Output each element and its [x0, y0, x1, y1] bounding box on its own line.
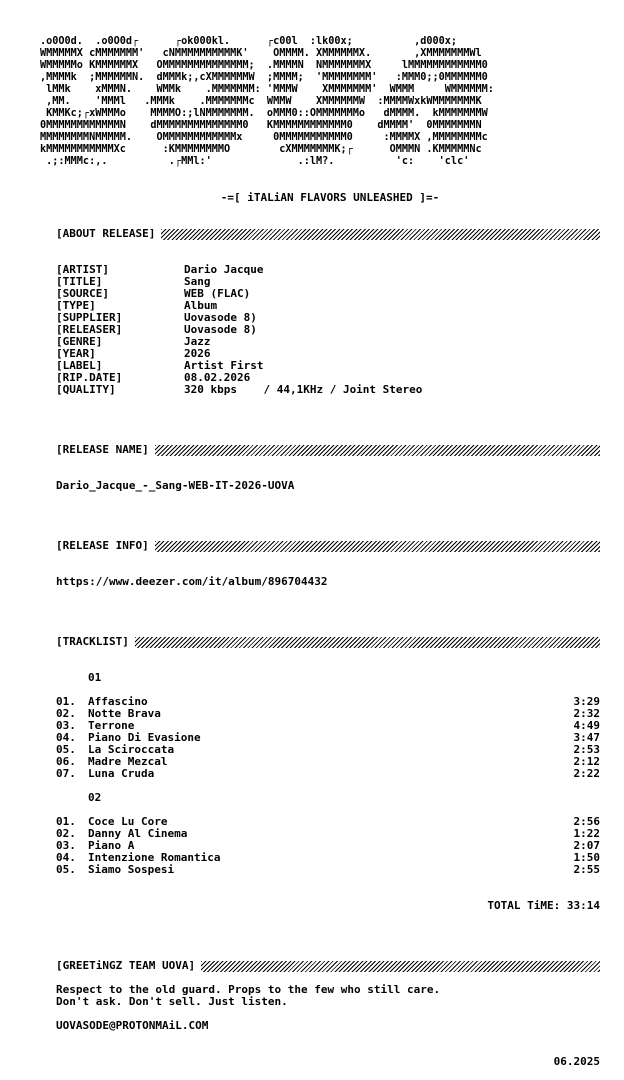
field-value: WEB (FLAC)	[184, 287, 251, 300]
field-value: Dario Jacque	[184, 263, 264, 276]
greetings-line: Respect to the old guard. Props to the few who still care.	[56, 983, 441, 996]
field-value: Jazz	[184, 335, 211, 348]
track-number: 02.	[56, 707, 76, 720]
greetings-line: Don't ask. Don't sell. Just listen.	[56, 995, 288, 1008]
field-key: [RELEASER]	[56, 323, 123, 336]
release-date-footer: 06.2025	[553, 1055, 600, 1068]
field-value: Artist First	[184, 359, 264, 372]
disc-label: 02	[88, 791, 102, 804]
field-value: 320 kbps / 44,1KHz / Joint Stereo	[184, 383, 423, 396]
field-value: Album	[184, 299, 218, 312]
track-duration: 2:32	[573, 707, 600, 720]
track-number: 02.	[56, 827, 76, 840]
track-duration: 1:22	[573, 827, 600, 840]
release-name-value: Dario_Jacque_-_Sang-WEB-IT-2026-UOVA	[56, 479, 295, 492]
section-title: [ABOUT RELEASE]	[56, 227, 156, 240]
track-title: Danny Al Cinema	[88, 827, 188, 840]
field-value: Uovasode 8)	[184, 311, 257, 324]
track-duration: 3:29	[573, 695, 600, 708]
hatch-divider	[155, 445, 600, 456]
field-key: [RIP.DATE]	[56, 371, 123, 384]
release-info-url: https://www.deezer.com/it/album/896704432	[56, 575, 328, 588]
track-number: 01.	[56, 695, 76, 708]
release-name-header	[56, 444, 600, 456]
track-number: 01.	[56, 815, 76, 828]
track-duration: 2:55	[573, 863, 600, 876]
track-duration: 1:50	[573, 851, 600, 864]
track-number: 07.	[56, 767, 76, 780]
track-title: Luna Cruda	[88, 767, 155, 780]
total-time	[487, 900, 600, 912]
field-value: 08.02.2026	[184, 371, 251, 384]
track-title: Terrone	[88, 719, 135, 732]
field-key: [TITLE]	[56, 275, 103, 288]
track-number: 04.	[56, 851, 76, 864]
field-key: [LABEL]	[56, 359, 103, 372]
section-title: [RELEASE NAME]	[56, 443, 149, 456]
track-duration: 2:56	[573, 815, 600, 828]
track-title: Affascino	[88, 695, 148, 708]
tagline: -=[ iTALiAN FLAVORS UNLEASHED ]=-	[220, 191, 440, 204]
track-title: Notte Brava	[88, 707, 161, 720]
field-key: [ARTIST]	[56, 263, 109, 276]
hatch-divider	[201, 961, 600, 972]
track-duration: 2:12	[573, 755, 600, 768]
track-row	[56, 768, 600, 780]
track-row	[56, 864, 600, 876]
field-value: Uovasode 8)	[184, 323, 257, 336]
track-duration: 2:53	[573, 743, 600, 756]
field-key: [QUALITY]	[56, 383, 116, 396]
field-key: [SUPPLIER]	[56, 311, 123, 324]
disc-label: 01	[88, 671, 102, 684]
track-title: Siamo Sospesi	[88, 863, 175, 876]
contact-email: UOVASODE@PROTONMAiL.COM	[56, 1019, 209, 1032]
greetings-header	[56, 960, 600, 972]
track-number: 03.	[56, 839, 76, 852]
total-time-value: 33:14	[566, 899, 600, 912]
track-title: La Sciroccata	[88, 743, 175, 756]
track-title: Piano Di Evasione	[88, 731, 201, 744]
track-duration: 2:07	[573, 839, 600, 852]
field-value: Sang	[184, 275, 211, 288]
track-title: Madre Mezcal	[88, 755, 168, 768]
track-duration: 2:22	[573, 767, 600, 780]
total-time-label: TOTAL TiME:	[487, 899, 561, 912]
track-number: 06.	[56, 755, 76, 768]
section-title: [GREETiNGZ TEAM UOVA]	[56, 959, 196, 972]
hatch-divider	[161, 229, 600, 240]
about-release-header	[56, 228, 600, 240]
section-title: [TRACKLIST]	[56, 635, 129, 648]
track-row	[56, 708, 600, 720]
track-title: Piano A	[88, 839, 135, 852]
track-title: Intenzione Romantica	[88, 851, 221, 864]
release-info-header	[56, 540, 600, 552]
hatch-divider	[155, 541, 600, 552]
section-title: [RELEASE INFO]	[56, 539, 149, 552]
field-value: 2026	[184, 347, 211, 360]
ascii-logo: .o0O0d. .o0O0d┌ ┌ok000kl. ┌c00l :lk00x; ,d000x; WMMMMMX cMMMMMMM' cNMMMMMMMMMMK' OMMMM. XMMMMMMX. ,XMMMMMMMWl WMMMMMo KMMMMMMX OMMMMMMMMMMMMMM; .MMMMN NMMMMMMMX lMMMMMMMMMMMM0 ,MMMMk ;MMMMMMN. dMMMk;,cXMMMMMMW ;MMMM; 'MMMMMMMM' :MMM0;;0MMMMMM0 lMMk xMMMN. WMMk .MMMMMMM: 'MMMW XMMMMMMM' WMMM WMMMMMM: ,MM. 'MMMl .MMMk .MMMMMMMc WMMW XMMMMMMW :MMMMWxkWMMMMMMMK KMMKc;┌xWMMMo MMMMO:;lNMMMMMMM. oMMM0::OMMMMMMMo dMMMM. kMMMMMMMW 0MMMMMMMMMMMMN dMMMMMMMMMMMMMM0 KMMMMMMMMMMMM0 dMMMM' 0MMMMMMMN MMMMMMMMNMMMMM. OMMMMMMMMMMMMx 0MMMMMMMMMMM0 :MMMMX ,MMMMMMMMc kMMMMMMMMMMMXc :KMMMMMMMMO cXMMMMMMMK;┌ OMMMN .KMMMMMNc .;:MMMc:,. .┌MMl:' .:lM?. 'c: 'clc'	[40, 36, 494, 167]
track-title: Coce Lu Core	[88, 815, 168, 828]
field-key: [SOURCE]	[56, 287, 109, 300]
track-duration: 4:49	[573, 719, 600, 732]
field-key: [TYPE]	[56, 299, 96, 312]
track-number: 04.	[56, 731, 76, 744]
field-key: [YEAR]	[56, 347, 96, 360]
track-row	[56, 828, 600, 840]
track-number: 03.	[56, 719, 76, 732]
tracklist-header	[56, 636, 600, 648]
track-number: 05.	[56, 863, 76, 876]
field-key: [GENRE]	[56, 335, 103, 348]
hatch-divider	[135, 637, 600, 648]
track-duration: 3:47	[573, 731, 600, 744]
track-number: 05.	[56, 743, 76, 756]
